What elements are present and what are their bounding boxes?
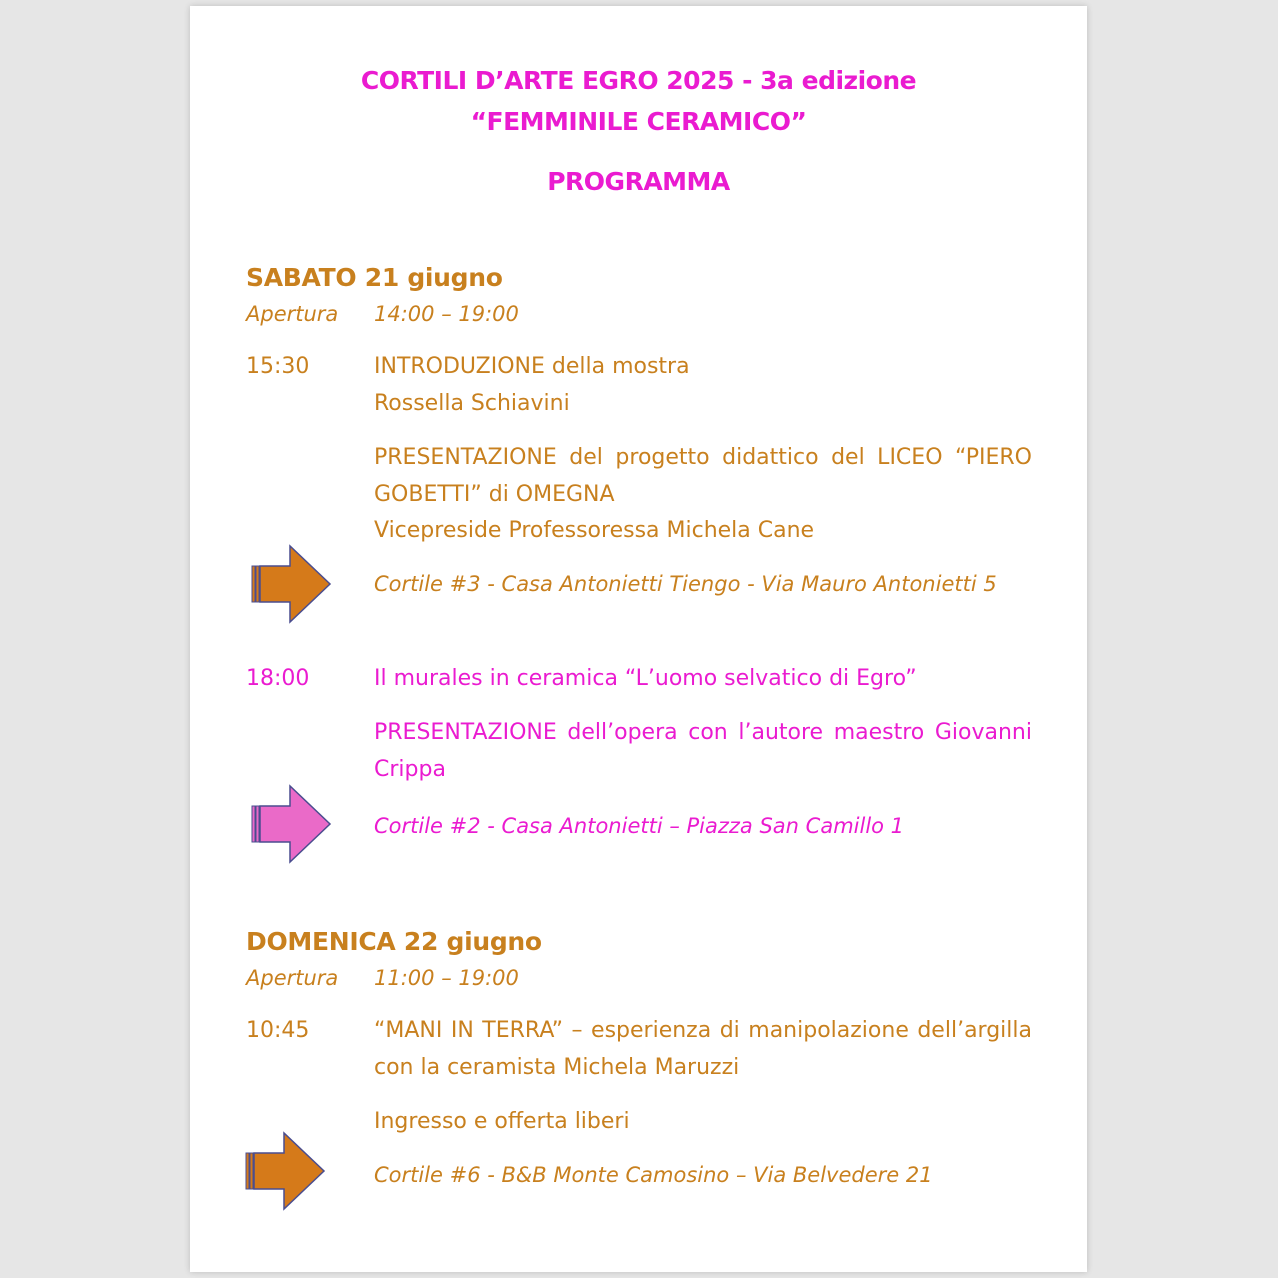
saturday-presentation-line3: Vicepreside Professoressa Michela Cane [374,518,815,543]
sunday-event1-title: “MANI IN TERRA” – esperienza di manipolazione dell’argilla [374,1018,1032,1043]
title-line-2: “FEMMINILE CERAMICO” [470,107,807,136]
sunday-opening-hours: 11:00 – 19:00 [374,966,519,990]
title-line-1: CORTILI D’ARTE EGRO 2025 - 3a edizione [360,66,917,95]
saturday-event2-presentation-line1: PRESENTAZIONE dell’opera con l’autore maestro Giovanni [374,720,1032,745]
arrow-right-icon [244,1131,326,1213]
sunday-opening-label: Apertura [246,966,339,990]
saturday-event2-location: Cortile #2 - Casa Antonietti – Piazza San Camillo 1 [374,814,905,838]
saturday-opening-hours: 14:00 – 19:00 [374,302,519,326]
programme-heading: PROGRAMMA [547,167,730,196]
sunday-event1-location: Cortile #6 - B&B Monte Camosino – Via Belvedere 21 [374,1163,933,1187]
sunday-event1-note: Ingresso e offerta liberi [374,1109,630,1134]
saturday-heading: SABATO 21 giugno [246,263,503,292]
saturday-event1-location: Cortile #3 - Casa Antonietti Tiengo - Via Mauro Antonietti 5 [374,572,997,596]
saturday-presentation-line2: GOBETTI” di OMEGNA [374,482,615,507]
sunday-event1-time: 10:45 [246,1018,310,1043]
sunday-heading: DOMENICA 22 giugno [246,927,542,956]
saturday-event1-speaker: Rossella Schiavini [374,391,570,416]
arrow-right-icon [250,544,332,626]
saturday-event1-time: 15:30 [246,354,310,379]
saturday-event2-time: 18:00 [246,666,310,691]
saturday-presentation-line1: PRESENTAZIONE del progetto didattico del LICEO “PIERO [374,445,1032,470]
sunday-event1-host: con la ceramista Michela Maruzzi [374,1055,740,1080]
saturday-opening-label: Apertura [246,302,339,326]
saturday-event2-title: Il murales in ceramica “L’uomo selvatico di Egro” [374,666,917,691]
document-page [190,6,1087,1272]
saturday-event2-presentation-line2: Crippa [374,757,446,782]
arrow-right-icon [250,784,332,866]
saturday-event1-title: INTRODUZIONE della mostra [374,354,690,379]
